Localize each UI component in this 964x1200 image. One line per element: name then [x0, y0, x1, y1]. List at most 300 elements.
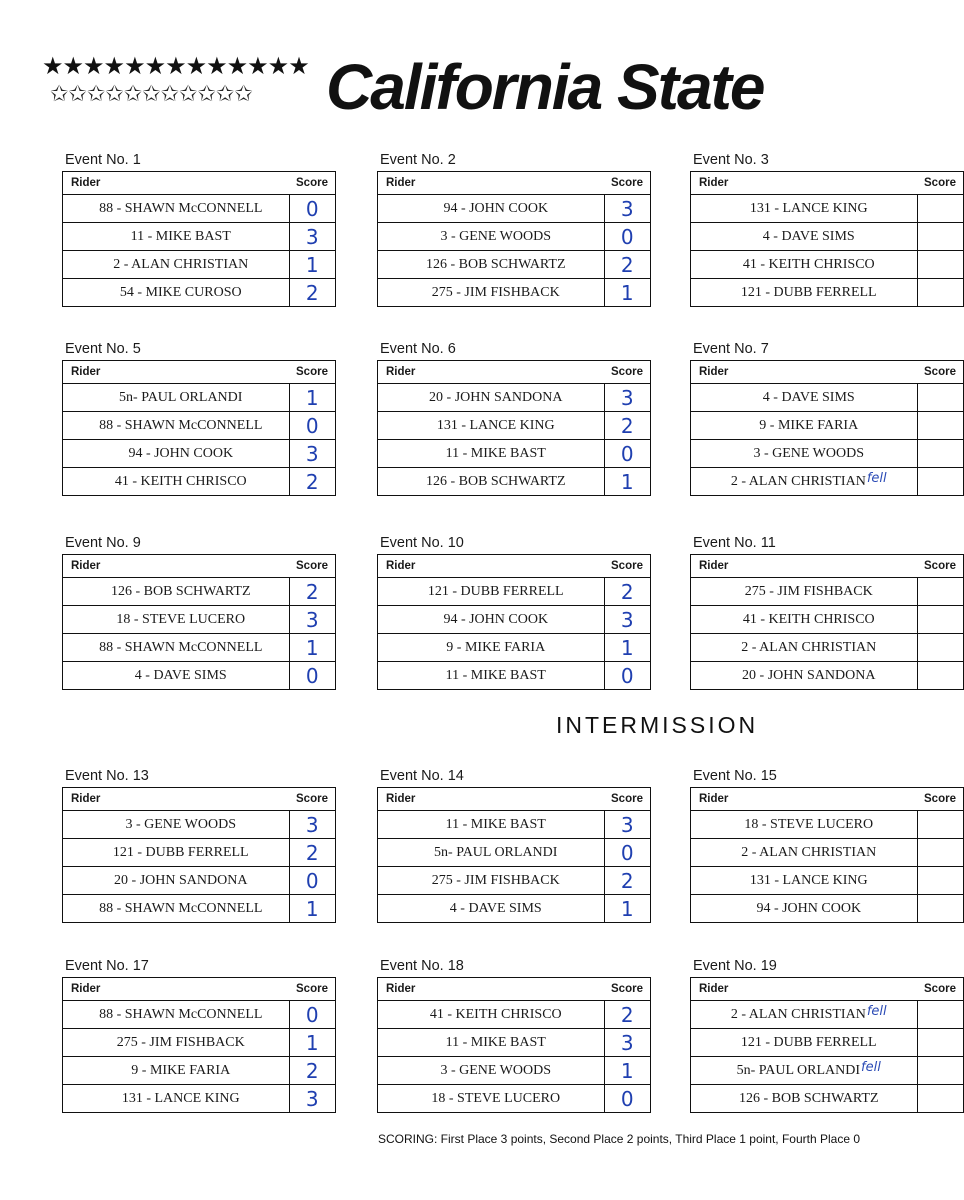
- rider-cell: [378, 223, 605, 251]
- event-block: [690, 768, 956, 923]
- table-row: [63, 468, 336, 496]
- score-header: Score: [289, 361, 336, 384]
- event-block: [62, 958, 336, 1113]
- rider-cell: [63, 1057, 290, 1085]
- rider-name: 121 - DUBB FERRELL: [112, 844, 249, 860]
- table-row: [691, 1029, 964, 1057]
- table-row: [63, 895, 336, 923]
- table-row: [378, 811, 651, 839]
- table-row: [691, 895, 964, 923]
- score-cell: 1: [604, 634, 651, 662]
- rider-cell: [63, 384, 290, 412]
- rider-name: 3 - GENE WOODS: [753, 445, 865, 461]
- score-cell: 1: [604, 1057, 651, 1085]
- rider-cell: [378, 251, 605, 279]
- rider-name: 4 - DAVE SIMS: [449, 900, 542, 916]
- event-table: [377, 171, 651, 307]
- score-cell: 2: [604, 578, 651, 606]
- score-cell: 2: [289, 468, 336, 496]
- event-block: [62, 535, 336, 690]
- event-name: Event No. 18: [380, 958, 464, 974]
- score-cell: 3: [604, 195, 651, 223]
- score-cell: 2: [604, 251, 651, 279]
- table-row: [378, 223, 651, 251]
- event-block: [62, 768, 336, 923]
- rider-cell: [691, 1029, 918, 1057]
- score-cell: 0: [289, 1001, 336, 1029]
- rider-name: 131 - LANCE KING: [749, 200, 868, 216]
- rider-name: 121 - DUBB FERRELL: [740, 284, 877, 300]
- table-row: [691, 223, 964, 251]
- rider-header: Rider: [63, 788, 290, 811]
- rider-cell: [691, 606, 918, 634]
- rider-name: 18 - STEVE LUCERO: [116, 611, 246, 627]
- table-row: [691, 867, 964, 895]
- rider-name: 2 - ALAN CHRISTIAN: [741, 844, 877, 860]
- event-name: Event No. 19: [693, 958, 777, 974]
- event-name: Event No. 9: [65, 535, 141, 551]
- rider-cell: [378, 1057, 605, 1085]
- table-row: [691, 606, 964, 634]
- score-cell: [917, 895, 964, 923]
- rider-name: 275 - JIM FISHBACK: [431, 872, 560, 888]
- rider-name: 5n- PAUL ORLANDI: [434, 844, 558, 860]
- rider-cell: [378, 606, 605, 634]
- score-cell: [917, 662, 964, 690]
- rider-name: 3 - GENE WOODS: [440, 228, 552, 244]
- event-table: [62, 360, 336, 496]
- rider-cell: [691, 811, 918, 839]
- score-cell: 1: [289, 1029, 336, 1057]
- event-table: [377, 360, 651, 496]
- rider-name: 275 - JIM FISHBACK: [431, 284, 560, 300]
- score-cell: 0: [604, 839, 651, 867]
- event-table: [377, 977, 651, 1113]
- rider-cell: [691, 634, 918, 662]
- rider-cell: [63, 1001, 290, 1029]
- event-table: [62, 977, 336, 1113]
- event-table: [62, 171, 336, 307]
- score-cell: [917, 578, 964, 606]
- event-name: Event No. 13: [65, 768, 149, 784]
- score-header: Score: [917, 172, 964, 195]
- rider-name: 41 - KEITH CHRISCO: [114, 473, 247, 489]
- table-row: [691, 468, 964, 496]
- table-row: [691, 662, 964, 690]
- rider-header: Rider: [691, 978, 918, 1001]
- rider-cell: [63, 412, 290, 440]
- handwritten-note: fell: [861, 1059, 881, 1075]
- event-name: Event No. 15: [693, 768, 777, 784]
- table-row: [63, 578, 336, 606]
- score-header: Score: [604, 555, 651, 578]
- rider-name: 18 - STEVE LUCERO: [744, 816, 874, 832]
- table-row: [378, 440, 651, 468]
- rider-cell: [691, 468, 918, 496]
- rider-cell: [691, 223, 918, 251]
- table-row: [691, 195, 964, 223]
- event-name: Event No. 17: [65, 958, 149, 974]
- table-row: [63, 867, 336, 895]
- table-row: [691, 634, 964, 662]
- rider-header: Rider: [691, 555, 918, 578]
- rider-name: 9 - MIKE FARIA: [131, 1062, 231, 1078]
- stars-row-outline: ✩✩✩✩✩✩✩✩✩✩✩: [50, 82, 253, 107]
- rider-header: Rider: [691, 788, 918, 811]
- table-row: [691, 1057, 964, 1085]
- table-row: [691, 578, 964, 606]
- score-cell: [917, 412, 964, 440]
- rider-cell: [378, 811, 605, 839]
- rider-cell: [378, 578, 605, 606]
- rider-cell: [378, 1001, 605, 1029]
- rider-cell: [691, 1085, 918, 1113]
- rider-name: 88 - SHAWN McCONNELL: [99, 900, 263, 916]
- table-row: [378, 195, 651, 223]
- rider-name: 11 - MIKE BAST: [445, 1034, 546, 1050]
- page-title: California State: [326, 51, 764, 123]
- score-header: Score: [917, 555, 964, 578]
- rider-cell: [691, 867, 918, 895]
- table-row: [63, 1001, 336, 1029]
- score-header: Score: [604, 361, 651, 384]
- scoring-legend: SCORING: First Place 3 points, Second Place 2 points, Third Place 1 point, Fourth Place 0: [378, 1132, 861, 1146]
- rider-name: 88 - SHAWN McCONNELL: [99, 639, 263, 655]
- table-row: [378, 662, 651, 690]
- rider-name: 3 - GENE WOODS: [125, 816, 237, 832]
- table-row: [691, 384, 964, 412]
- event-table: [377, 554, 651, 690]
- handwritten-note: fell: [866, 1003, 887, 1019]
- rider-header: Rider: [63, 361, 290, 384]
- rider-header: Rider: [378, 361, 605, 384]
- score-cell: 0: [289, 867, 336, 895]
- table-row: [63, 662, 336, 690]
- score-cell: [917, 1057, 964, 1085]
- table-row: [63, 839, 336, 867]
- rider-cell: [63, 195, 290, 223]
- table-row: [691, 412, 964, 440]
- event-block: [690, 341, 956, 496]
- rider-name: 41 - KEITH CHRISCO: [742, 256, 875, 272]
- rider-cell: [63, 279, 290, 307]
- table-row: [63, 412, 336, 440]
- table-row: [378, 468, 651, 496]
- score-cell: 0: [604, 662, 651, 690]
- event-name: Event No. 7: [693, 341, 769, 357]
- score-cell: [917, 440, 964, 468]
- score-cell: 3: [289, 606, 336, 634]
- event-name: Event No. 6: [380, 341, 456, 357]
- table-row: [378, 1085, 651, 1113]
- table-row: [378, 384, 651, 412]
- score-cell: 1: [289, 634, 336, 662]
- score-cell: 2: [289, 1057, 336, 1085]
- score-header: Score: [604, 172, 651, 195]
- table-row: [63, 279, 336, 307]
- score-header: Score: [917, 978, 964, 1001]
- rider-name: 131 - LANCE KING: [436, 417, 555, 433]
- score-header: Score: [289, 788, 336, 811]
- score-header: Score: [289, 172, 336, 195]
- event-name: Event No. 11: [693, 535, 776, 551]
- rider-header: Rider: [691, 172, 918, 195]
- score-cell: 2: [289, 839, 336, 867]
- score-header: Score: [289, 978, 336, 1001]
- event-name: Event No. 2: [380, 152, 456, 168]
- table-row: [691, 839, 964, 867]
- rider-name: 88 - SHAWN McCONNELL: [99, 417, 263, 433]
- table-row: [63, 440, 336, 468]
- event-block: [377, 152, 651, 307]
- score-cell: 0: [289, 412, 336, 440]
- rider-name: 88 - SHAWN McCONNELL: [99, 1006, 263, 1022]
- score-cell: 3: [289, 1085, 336, 1113]
- rider-name: 121 - DUBB FERRELL: [427, 583, 564, 599]
- rider-cell: [691, 251, 918, 279]
- score-cell: 1: [604, 468, 651, 496]
- rider-cell: [63, 895, 290, 923]
- rider-name: 4 - DAVE SIMS: [762, 228, 855, 244]
- score-cell: [917, 1085, 964, 1113]
- rider-name: 2 - ALAN CHRISTIAN: [730, 473, 866, 489]
- rider-name: 4 - DAVE SIMS: [762, 389, 855, 405]
- table-row: [378, 1057, 651, 1085]
- score-cell: 2: [289, 279, 336, 307]
- table-row: [378, 606, 651, 634]
- score-cell: [917, 279, 964, 307]
- rider-cell: [378, 440, 605, 468]
- score-header: Score: [604, 788, 651, 811]
- rider-cell: [378, 468, 605, 496]
- score-cell: [917, 384, 964, 412]
- score-cell: 0: [604, 223, 651, 251]
- rider-name: 131 - LANCE KING: [749, 872, 868, 888]
- rider-name: 94 - JOHN COOK: [756, 900, 862, 916]
- rider-cell: [691, 279, 918, 307]
- score-cell: 3: [604, 606, 651, 634]
- score-cell: 3: [604, 1029, 651, 1057]
- rider-cell: [63, 811, 290, 839]
- table-row: [63, 1085, 336, 1113]
- rider-name: 88 - SHAWN McCONNELL: [99, 200, 263, 216]
- rider-name: 4 - DAVE SIMS: [134, 667, 227, 683]
- event-table: [690, 787, 964, 923]
- rider-name: 121 - DUBB FERRELL: [740, 1034, 877, 1050]
- score-header: Score: [917, 788, 964, 811]
- score-cell: 0: [604, 1085, 651, 1113]
- event-table: [62, 787, 336, 923]
- rider-name: 20 - JOHN SANDONA: [429, 389, 563, 405]
- rider-name: 131 - LANCE KING: [121, 1090, 240, 1106]
- score-header: Score: [917, 361, 964, 384]
- score-cell: 3: [604, 384, 651, 412]
- rider-cell: [378, 895, 605, 923]
- rider-name: 94 - JOHN COOK: [443, 200, 549, 216]
- score-cell: [917, 811, 964, 839]
- table-row: [378, 634, 651, 662]
- table-row: [378, 839, 651, 867]
- score-cell: [917, 606, 964, 634]
- rider-name: 126 - BOB SCHWARTZ: [425, 473, 566, 489]
- table-row: [691, 251, 964, 279]
- event-table: [690, 977, 964, 1113]
- score-cell: 0: [604, 440, 651, 468]
- rider-cell: [691, 440, 918, 468]
- rider-cell: [378, 412, 605, 440]
- rider-name: 11 - MIKE BAST: [130, 228, 231, 244]
- table-row: [63, 1029, 336, 1057]
- rider-cell: [63, 1085, 290, 1113]
- score-cell: [917, 195, 964, 223]
- event-name: Event No. 3: [693, 152, 769, 168]
- table-row: [63, 251, 336, 279]
- handwritten-note: fell: [866, 470, 887, 486]
- rider-name: 275 - JIM FISHBACK: [116, 1034, 245, 1050]
- event-block: [377, 341, 651, 496]
- score-cell: 1: [289, 895, 336, 923]
- event-block: [62, 341, 336, 496]
- rider-cell: [63, 1029, 290, 1057]
- event-table: [690, 171, 964, 307]
- event-name: Event No. 10: [380, 535, 464, 551]
- table-row: [63, 634, 336, 662]
- rider-cell: [691, 578, 918, 606]
- score-cell: 3: [289, 440, 336, 468]
- rider-name: 5n- PAUL ORLANDI: [736, 1062, 861, 1078]
- rider-header: Rider: [378, 172, 605, 195]
- rider-name: 3 - GENE WOODS: [440, 1062, 552, 1078]
- event-block: [377, 768, 651, 923]
- rider-header: Rider: [63, 172, 290, 195]
- table-row: [63, 223, 336, 251]
- rider-cell: [378, 195, 605, 223]
- rider-name: 126 - BOB SCHWARTZ: [738, 1090, 879, 1106]
- rider-header: Rider: [691, 361, 918, 384]
- rider-name: 275 - JIM FISHBACK: [744, 583, 873, 599]
- event-block: [377, 535, 651, 690]
- rider-cell: [691, 384, 918, 412]
- stars-row-filled: ★★★★★★★★★★★★★: [42, 52, 309, 80]
- score-cell: 1: [289, 384, 336, 412]
- table-row: [378, 412, 651, 440]
- rider-name: 54 - MIKE CUROSO: [119, 284, 242, 300]
- table-row: [691, 1085, 964, 1113]
- table-row: [63, 606, 336, 634]
- event-table: [690, 554, 964, 690]
- score-cell: 0: [289, 662, 336, 690]
- event-table: [377, 787, 651, 923]
- event-table: [62, 554, 336, 690]
- score-cell: 3: [289, 811, 336, 839]
- table-row: [378, 867, 651, 895]
- rider-cell: [378, 662, 605, 690]
- rider-cell: [378, 384, 605, 412]
- rider-name: 41 - KEITH CHRISCO: [429, 1006, 562, 1022]
- score-cell: [917, 251, 964, 279]
- event-block: [690, 152, 956, 307]
- score-header: Score: [604, 978, 651, 1001]
- event-name: Event No. 1: [65, 152, 141, 168]
- rider-cell: [691, 1057, 918, 1085]
- score-cell: [917, 1029, 964, 1057]
- rider-cell: [378, 1029, 605, 1057]
- score-cell: 0: [289, 195, 336, 223]
- score-cell: [917, 468, 964, 496]
- score-cell: 1: [604, 895, 651, 923]
- rider-header: Rider: [63, 978, 290, 1001]
- score-cell: [917, 1001, 964, 1029]
- rider-name: 2 - ALAN CHRISTIAN: [113, 256, 249, 272]
- rider-cell: [378, 634, 605, 662]
- table-row: [691, 440, 964, 468]
- rider-name: 11 - MIKE BAST: [445, 816, 546, 832]
- rider-header: Rider: [378, 978, 605, 1001]
- event-name: Event No. 14: [380, 768, 464, 784]
- table-row: [378, 895, 651, 923]
- table-row: [378, 279, 651, 307]
- rider-cell: [63, 578, 290, 606]
- table-row: [63, 811, 336, 839]
- rider-cell: [691, 412, 918, 440]
- rider-name: 126 - BOB SCHWARTZ: [425, 256, 566, 272]
- rider-name: 5n- PAUL ORLANDI: [119, 389, 243, 405]
- rider-cell: [63, 251, 290, 279]
- rider-name: 20 - JOHN SANDONA: [742, 667, 876, 683]
- event-block: [62, 152, 336, 307]
- rider-cell: [63, 440, 290, 468]
- rider-cell: [691, 1001, 918, 1029]
- score-header: Score: [289, 555, 336, 578]
- rider-cell: [63, 223, 290, 251]
- rider-cell: [378, 839, 605, 867]
- rider-cell: [63, 662, 290, 690]
- rider-header: Rider: [63, 555, 290, 578]
- rider-cell: [63, 839, 290, 867]
- rider-header: Rider: [378, 788, 605, 811]
- score-cell: 2: [289, 578, 336, 606]
- rider-cell: [63, 606, 290, 634]
- rider-name: 11 - MIKE BAST: [445, 445, 546, 461]
- rider-name: 126 - BOB SCHWARTZ: [110, 583, 251, 599]
- score-cell: 1: [289, 251, 336, 279]
- score-cell: 3: [289, 223, 336, 251]
- rider-cell: [378, 867, 605, 895]
- rider-cell: [63, 867, 290, 895]
- rider-cell: [691, 662, 918, 690]
- table-row: [378, 1029, 651, 1057]
- score-cell: 2: [604, 412, 651, 440]
- rider-name: 9 - MIKE FARIA: [446, 639, 546, 655]
- table-row: [378, 578, 651, 606]
- score-cell: 2: [604, 1001, 651, 1029]
- intermission-label: INTERMISSION: [556, 712, 759, 738]
- event-name: Event No. 5: [65, 341, 141, 357]
- rider-cell: [63, 634, 290, 662]
- table-row: [63, 195, 336, 223]
- rider-name: 94 - JOHN COOK: [443, 611, 549, 627]
- score-cell: 2: [604, 867, 651, 895]
- table-row: [378, 1001, 651, 1029]
- rider-cell: [691, 895, 918, 923]
- rider-name: 94 - JOHN COOK: [128, 445, 234, 461]
- rider-name: 2 - ALAN CHRISTIAN: [730, 1006, 866, 1022]
- event-block: [377, 958, 651, 1113]
- table-row: [63, 1057, 336, 1085]
- table-row: [691, 279, 964, 307]
- rider-cell: [378, 1085, 605, 1113]
- event-block: [690, 958, 956, 1113]
